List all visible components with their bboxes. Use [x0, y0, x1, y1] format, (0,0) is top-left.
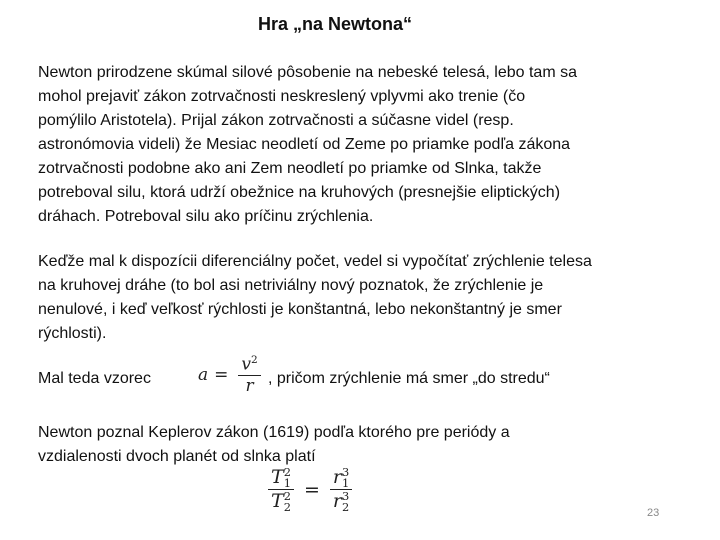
paragraph-newton-forces	[38, 61, 577, 229]
text-line: Keďže mal k dispozícii diferenciálny počet, vedel si vypočítať zrýchlenie telesa	[38, 253, 592, 270]
superscript: 3	[341, 489, 350, 503]
centripetal-acceleration-formula	[198, 354, 265, 396]
text-line: na kruhovej dráhe (to bol asi netriviálny nový poznatok, že zrýchlenie je	[38, 277, 544, 294]
text-line: Newton prirodzene skúmal silové pôsobenie na nebeské telesá, lebo tam sa	[38, 64, 577, 81]
formula-exponent: 2	[251, 354, 258, 366]
formula-equals: =	[214, 364, 229, 385]
superscript: 3	[341, 464, 350, 479]
subscript: 2	[283, 500, 291, 515]
formula-explanation-text: , pričom zrýchlenie má smer „do stredu“	[268, 370, 550, 387]
formula-fraction	[238, 354, 260, 396]
text-line: Newton poznal Keplerov zákon (1619) podľa ktorého pre periódy a	[38, 424, 510, 441]
text-line: vzdialenosti dvoch planét od slnka platí	[38, 448, 316, 465]
symbol-r: r	[332, 490, 342, 513]
page-number: 23	[647, 507, 660, 519]
kepler-law-formula	[264, 466, 356, 514]
slide-title: Hra „na Newtona“	[257, 14, 413, 34]
symbol-T: T	[271, 490, 284, 513]
superscript: 2	[283, 489, 291, 503]
text-line: mohol prejaviť zákon zotrvačnosti neskreslený vplyvmi ako trenie (čo	[38, 88, 526, 105]
subscript: 1	[341, 476, 350, 490]
superscript: 2	[283, 464, 291, 479]
formula-denominator: r	[245, 375, 254, 396]
paragraph-differential-calculus	[38, 250, 592, 346]
subscript: 2	[341, 500, 350, 515]
text-line: dráhach. Potreboval silu ako príčinu zrýchlenia.	[38, 208, 374, 225]
formula-lhs: a	[198, 364, 209, 385]
formula-numerator: v	[241, 354, 251, 375]
text-line: pomýlilo Aristotela). Prijal zákon zotrvačnosti a súčasne videl (resp.	[38, 112, 514, 129]
symbol-T: T	[271, 466, 284, 488]
formula-equals: =	[303, 478, 320, 501]
paragraph-kepler	[38, 421, 510, 469]
text-line: nenulové, i keď veľkosť rýchlosti je konštantná, lebo nekonštantný je smer	[38, 301, 562, 318]
symbol-r: r	[332, 466, 342, 488]
text-line: potreboval silu, ktorá udrží obežnice na kruhových (presnejšie eliptických)	[38, 184, 561, 201]
text-line: astronómovia videli) že Mesiac neodletí od Zeme po priamke podľa zákona	[38, 136, 571, 153]
formula-intro-text: Mal teda vzorec	[38, 370, 151, 387]
text-line: rýchlosti).	[38, 325, 107, 342]
kepler-right-fraction	[330, 466, 352, 514]
text-line: zotrvačnosti podobne ako ani Zem neodletí po priamke od Slnka, takže	[38, 160, 542, 177]
kepler-left-fraction	[268, 466, 294, 514]
subscript: 1	[283, 476, 291, 490]
